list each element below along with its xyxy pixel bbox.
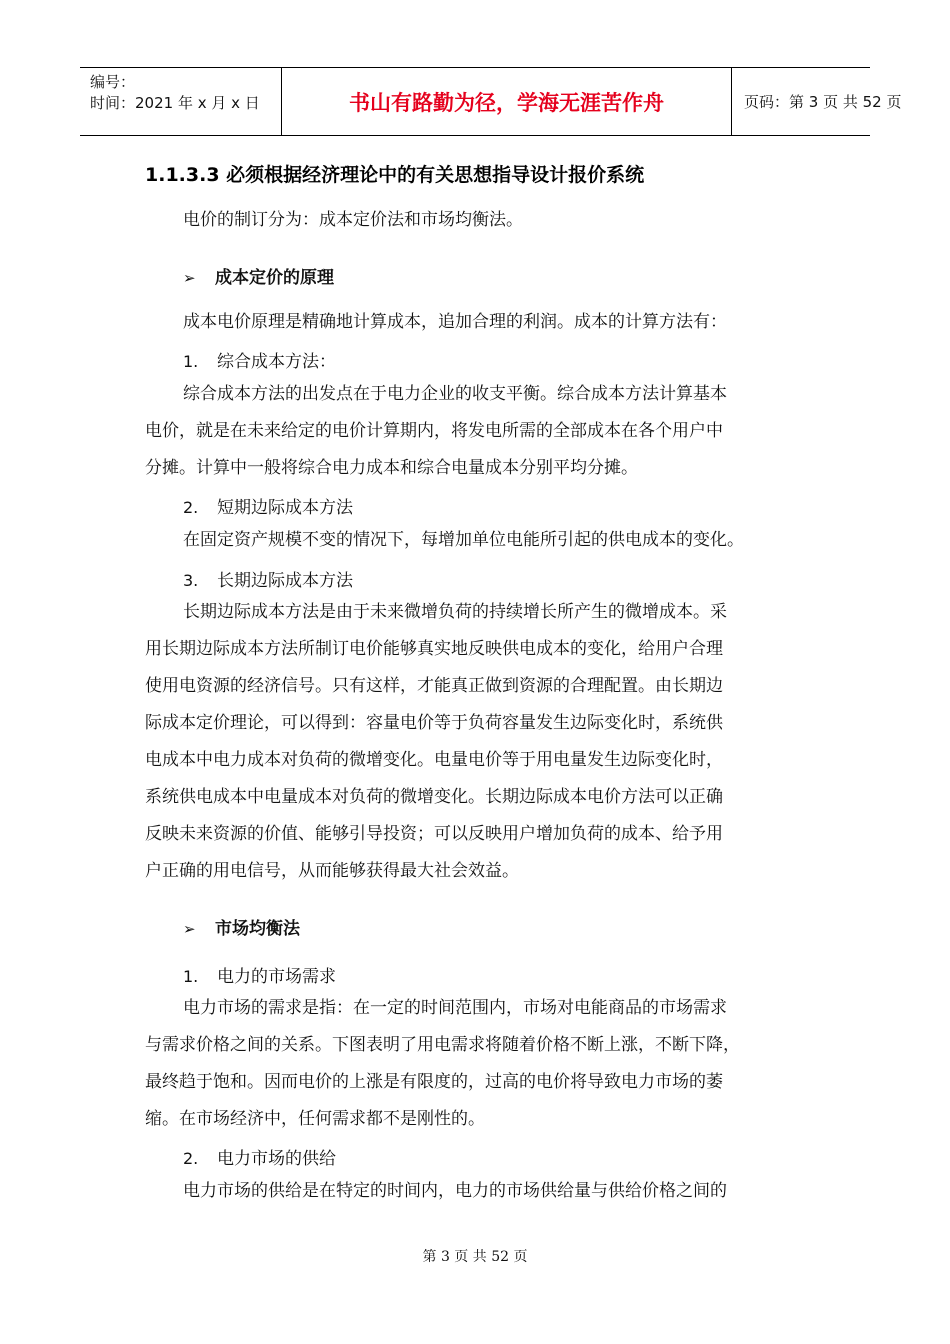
item-number: 2. (183, 498, 199, 517)
paragraph-line: 户正确的用电信号，从而能够获得最大社会效益。 (145, 861, 519, 881)
bullet-cost-pricing (183, 263, 334, 288)
item-title: 综合成本方法： (217, 352, 336, 372)
bullet-market-equilibrium (183, 914, 300, 939)
item-title: 长期边际成本方法 (217, 571, 353, 591)
paragraph-line: 最终趋于饱和。因而电价的上涨是有限度的，过高的电价将导致电力市场的萎 (145, 1072, 723, 1092)
header-meta (80, 68, 282, 135)
paragraph-line: 与需求价格之间的关系。下图表明了用电需求将随着价格不断上涨，不断下降， (145, 1035, 740, 1055)
item-number: 2. (183, 1149, 199, 1168)
paragraph-line: 分摊。计算中一般将综合电力成本和综合电量成本分别平均分摊。 (145, 458, 638, 478)
paragraph-line: 电成本中电力成本对负荷的微增变化。电量电价等于用电量发生边际变化时， (145, 750, 723, 770)
paragraph-line: 缩。在市场经济中，任何需求都不是刚性的。 (145, 1109, 485, 1129)
item-number: 3. (183, 571, 199, 590)
date-line: 时间：2021 年 x 月 x 日 (90, 94, 260, 112)
arrow-bullet-icon: ➢ (183, 269, 196, 287)
item-title: 短期边际成本方法 (217, 498, 353, 518)
header-motto: 书山有路勤为径，学海无涯苦作舟 (282, 68, 732, 135)
page-footer: 第 3 页 共 52 页 (422, 1249, 528, 1265)
numbered-item (183, 347, 336, 372)
item-number: 1. (183, 352, 199, 371)
arrow-bullet-icon: ➢ (183, 920, 196, 938)
item-number: 1. (183, 967, 199, 986)
header-page-info: 页码：第 3 页 共 52 页 (744, 93, 902, 111)
paragraph-line: 际成本定价理论，可以得到：容量电价等于负荷容量发生边际变化时，系统供 (145, 713, 723, 733)
page-header (80, 67, 902, 136)
numbered-item (183, 566, 353, 591)
paragraph-line: 用长期边际成本方法所制订电价能够真实地反映供电成本的变化，给用户合理 (145, 639, 723, 659)
bullet-label: 市场均衡法 (215, 919, 300, 939)
section-heading: 1.1.3.3 必须根据经济理论中的有关思想指导设计报价系统 (145, 164, 645, 186)
paragraph: 成本电价原理是精确地计算成本，追加合理的利润。成本的计算方法有： (183, 312, 727, 332)
numbered-item (183, 493, 353, 518)
paragraph-line: 反映未来资源的价值、能够引导投资；可以反映用户增加负荷的成本、给予用 (145, 824, 723, 844)
item-title: 电力的市场需求 (217, 967, 336, 987)
paragraph-line: 系统供电成本中电量成本对负荷的微增变化。长期边际成本电价方法可以正确 (145, 787, 723, 807)
numbered-item (183, 1144, 336, 1169)
intro-paragraph: 电价的制订分为：成本定价法和市场均衡法。 (183, 210, 523, 230)
paragraph-line: 在固定资产规模不变的情况下，每增加单位电能所引起的供电成本的变化。 (183, 530, 744, 550)
paragraph-line: 电力市场的需求是指：在一定的时间范围内，市场对电能商品的市场需求 (183, 998, 727, 1018)
serial-label: 编号： (90, 73, 136, 91)
item-title: 电力市场的供给 (217, 1149, 336, 1169)
bullet-label: 成本定价的原理 (215, 268, 334, 288)
paragraph-line: 综合成本方法的出发点在于电力企业的收支平衡。综合成本方法计算基本 (183, 384, 727, 404)
paragraph-line: 电力市场的供给是在特定的时间内，电力的市场供给量与供给价格之间的 (183, 1181, 727, 1201)
paragraph-line: 长期边际成本方法是由于未来微增负荷的持续增长所产生的微增成本。采 (183, 602, 727, 622)
paragraph-line: 使用电资源的经济信号。只有这样，才能真正做到资源的合理配置。由长期边 (145, 676, 723, 696)
numbered-item (183, 962, 336, 987)
paragraph-line: 电价，就是在未来给定的电价计算期内，将发电所需的全部成本在各个用户中 (145, 421, 723, 441)
